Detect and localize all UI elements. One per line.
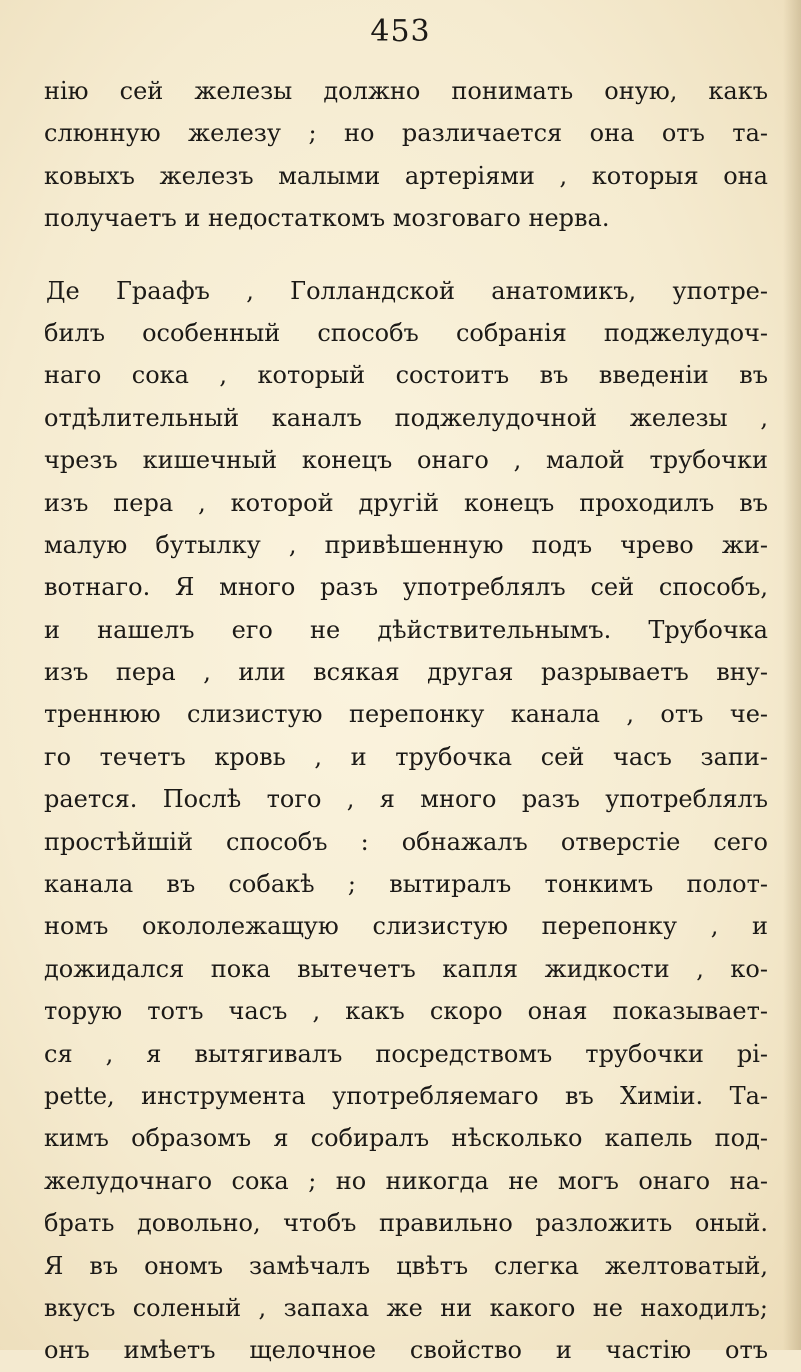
text-line: вотнаго. Я много разъ употреблялъ сей способъ, <box>44 573 768 602</box>
text-line: изъ пера , или всякая другая разрываетъ вну- <box>44 658 768 687</box>
text-line: слюнную железу ; но различается она отъ та- <box>44 119 768 148</box>
text-line: Я въ ономъ замѣчалъ цвѣтъ слегка желтоватый, <box>44 1251 768 1280</box>
text-line: желудочнаго сока ; но никогда не могъ онаго на- <box>44 1166 768 1195</box>
text-line: нію сей железы должно понимать оную, какъ <box>44 77 768 105</box>
page-gutter-shadow <box>783 0 801 1350</box>
paragraph-1 <box>44 70 768 240</box>
text-line: вкусъ соленый , запаха же ни какого не находилъ; <box>44 1293 768 1322</box>
text-line: Де Граафъ , Голландской анатомикъ, употре- <box>46 276 768 305</box>
text-line: наго сока , который состоитъ въ введеніи въ <box>44 361 768 390</box>
text-line: онъ имѣетъ щелочное свойство и частію отъ <box>44 1336 768 1365</box>
text-line: pette, инструмента употребляемаго въ Химіи. Та- <box>44 1081 768 1110</box>
text-line: простѣйшій способъ : обнажалъ отверстіе сего <box>44 827 768 856</box>
text-line: треннюю слизистую перепонку канала , отъ че- <box>44 700 768 729</box>
page-body-text <box>44 70 768 1372</box>
paragraph-break <box>44 240 768 270</box>
text-line: чрезъ кишечный конецъ онаго , малой трубочки <box>44 446 768 475</box>
text-line: брать довольно, чтобъ правильно разложить оный. <box>44 1209 768 1238</box>
text-line: получаетъ и недостаткомъ мозговаго нерва. <box>44 204 610 233</box>
text-line: номъ окололежащую слизистую перепонку , и <box>44 912 768 941</box>
text-line: билъ особенный способъ собранія поджелудоч- <box>44 318 768 347</box>
text-line: малую бутылку , привѣшенную подъ чрево жи- <box>44 530 768 559</box>
text-line: ковыхъ железъ малыми артеріями , которыя она <box>44 161 768 190</box>
paragraph-2 <box>44 270 768 1372</box>
text-line: торую тотъ часъ , какъ скоро оная показывает- <box>44 997 768 1026</box>
text-line: изъ пера , которой другій конецъ проходилъ въ <box>44 488 768 517</box>
text-line: рается. Послѣ того , я много разъ употреблялъ <box>44 785 768 814</box>
page-number: 453 <box>370 14 431 49</box>
text-line: и нашелъ его не дѣйствительнымъ. Трубочка <box>44 615 768 644</box>
text-line: отдѣлительный каналъ поджелудочной железы , <box>44 403 768 432</box>
text-line: го течетъ кровь , и трубочка сей часъ запи- <box>44 742 768 771</box>
text-line: дожидался пока вытечетъ капля жидкости , ко- <box>44 954 768 983</box>
text-line: ся , я вытягивалъ посредствомъ трубочки pi- <box>44 1039 768 1068</box>
text-line: кимъ образомъ я собиралъ нѣсколько капель под- <box>44 1124 768 1153</box>
text-line: канала въ собакѣ ; вытиралъ тонкимъ полот- <box>44 870 768 899</box>
